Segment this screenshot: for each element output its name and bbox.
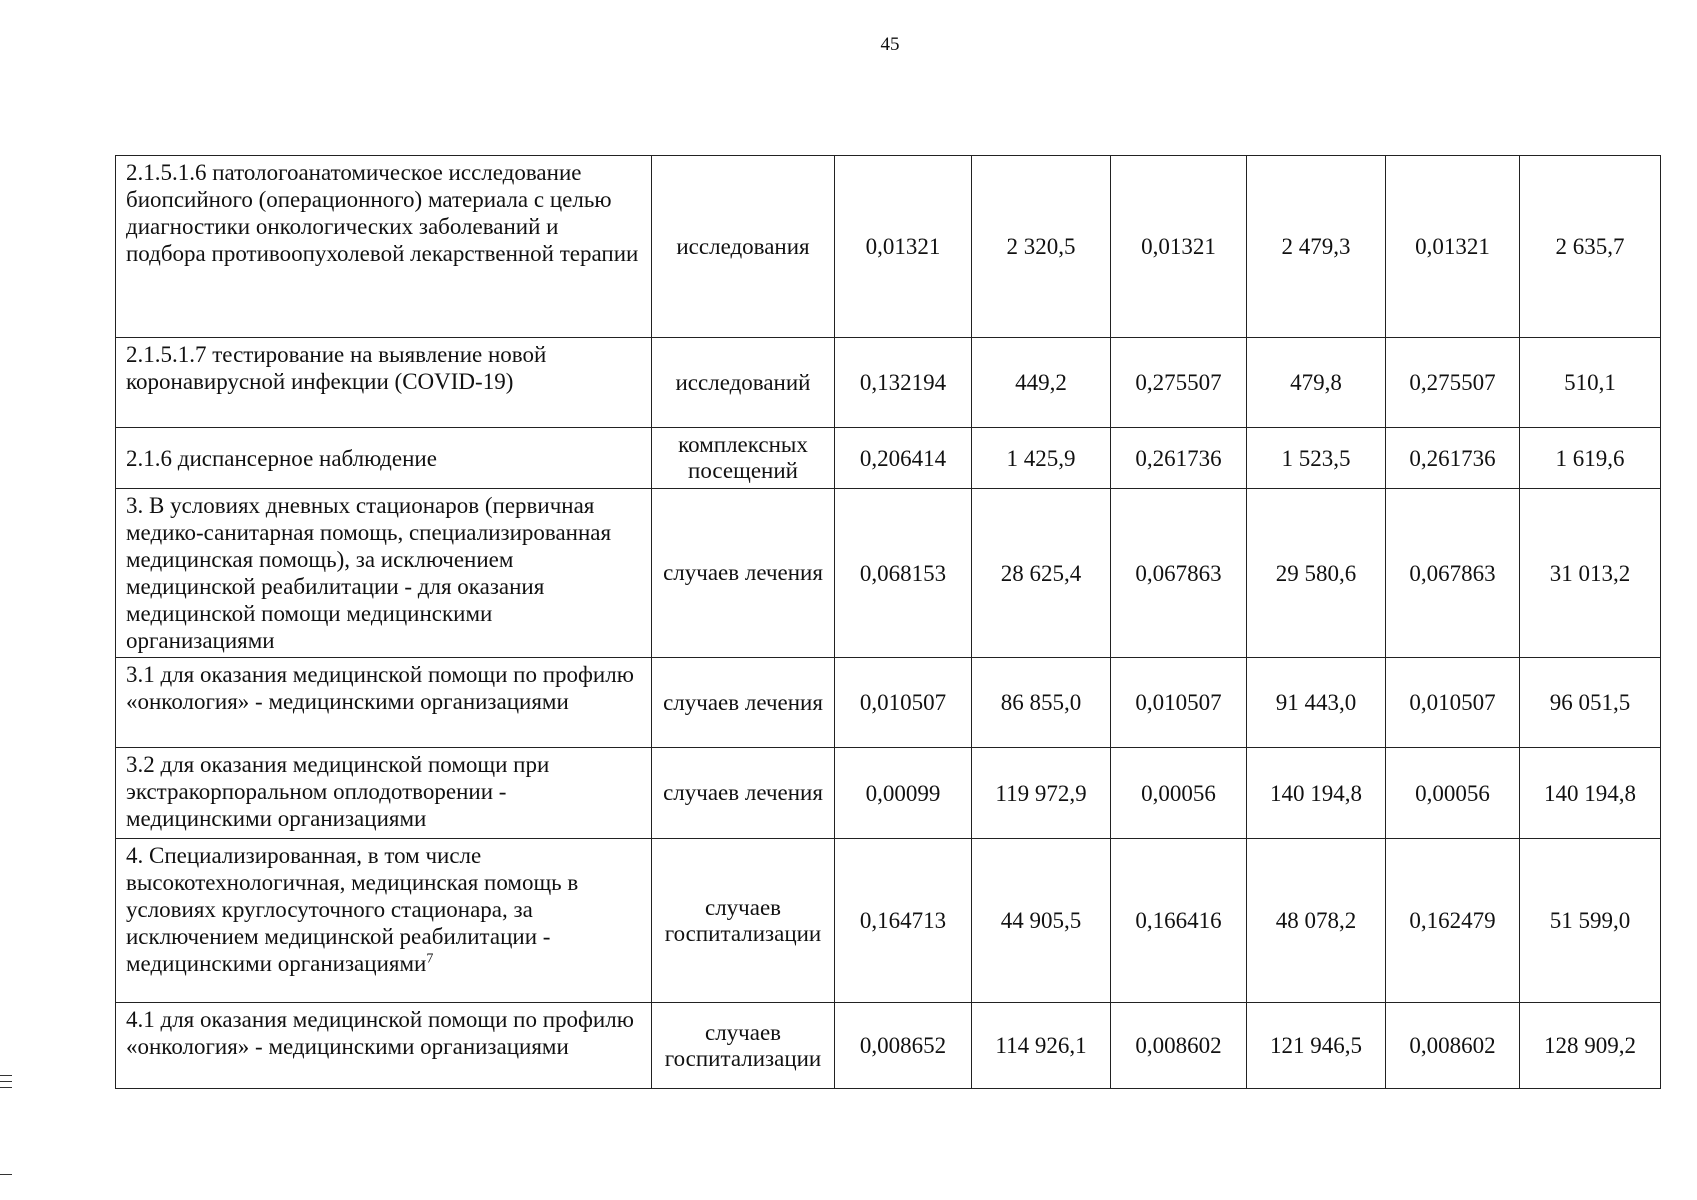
value-cell: 86 855,0 (972, 658, 1111, 748)
value-cell: 2 479,3 (1247, 156, 1386, 338)
value-cell: 0,206414 (835, 428, 972, 489)
value-cell: 91 443,0 (1247, 658, 1386, 748)
row-description-text: 4. Специализированная, в том числе высокотехнологичная, медицинская помощь в условиях круглосуточного стационара, за исключением медицинской реабилитации - медицинскими организациями (126, 843, 579, 976)
value-cell: 0,00056 (1386, 748, 1520, 839)
value-cell: 0,010507 (1386, 658, 1520, 748)
unit-cell: случаев лечения (652, 489, 835, 658)
value-cell: 0,261736 (1386, 428, 1520, 489)
value-cell: 510,1 (1520, 338, 1661, 428)
value-cell: 0,067863 (1386, 489, 1520, 658)
value-cell: 0,261736 (1111, 428, 1247, 489)
value-cell: 51 599,0 (1520, 839, 1661, 1003)
value-cell: 0,132194 (835, 338, 972, 428)
standards-table (115, 155, 1661, 1089)
value-cell: 48 078,2 (1247, 839, 1386, 1003)
value-cell: 2 320,5 (972, 156, 1111, 338)
value-cell: 2 635,7 (1520, 156, 1661, 338)
unit-cell: случаев госпитализации (652, 839, 835, 1003)
value-cell: 449,2 (972, 338, 1111, 428)
row-description: 3.2 для оказания медицинской помощи при экстракорпоральном оплодотворении - медицинскими организациями (116, 748, 652, 839)
value-cell: 0,164713 (835, 839, 972, 1003)
value-cell: 1 523,5 (1247, 428, 1386, 489)
unit-cell: комплексных посещений (652, 428, 835, 489)
row-description: 3. В условиях дневных стационаров (первичная медико-санитарная помощь, специализированная медицинская помощь), за исключением медицинской реабилитации - для оказания медицинской помощи медицинскими организациями (116, 489, 652, 658)
value-cell: 28 625,4 (972, 489, 1111, 658)
unit-cell: случаев лечения (652, 748, 835, 839)
unit-cell: случаев госпитализации (652, 1003, 835, 1089)
row-description: 2.1.5.1.6 патологоанатомическое исследование биопсийного (операционного) материала с целью диагностики онкологических заболеваний и подбора противоопухолевой лекарственной терапии (116, 156, 652, 338)
value-cell: 29 580,6 (1247, 489, 1386, 658)
unit-cell: исследований (652, 338, 835, 428)
value-cell: 31 013,2 (1520, 489, 1661, 658)
value-cell: 119 972,9 (972, 748, 1111, 839)
table-row (116, 839, 1661, 1003)
value-cell: 0,162479 (1386, 839, 1520, 1003)
value-cell: 44 905,5 (972, 839, 1111, 1003)
value-cell: 0,008602 (1111, 1003, 1247, 1089)
value-cell: 0,008602 (1386, 1003, 1520, 1089)
table-row (116, 338, 1661, 428)
margin-mark (0, 1174, 12, 1175)
row-description: 2.1.6 диспансерное наблюдение (116, 428, 652, 489)
row-description: 4.1 для оказания медицинской помощи по профилю «онкология» - медицинскими организациями (116, 1003, 652, 1089)
value-cell: 0,275507 (1386, 338, 1520, 428)
value-cell: 128 909,2 (1520, 1003, 1661, 1089)
footnote-marker: 7 (426, 951, 434, 967)
table-row (116, 156, 1661, 338)
margin-mark (0, 1081, 12, 1082)
table-row (116, 428, 1661, 489)
value-cell: 0,00056 (1111, 748, 1247, 839)
row-description: 2.1.5.1.7 тестирование на выявление новой коронавирусной инфекции (COVID-19) (116, 338, 652, 428)
value-cell: 0,166416 (1111, 839, 1247, 1003)
value-cell: 96 051,5 (1520, 658, 1661, 748)
value-cell: 0,01321 (1386, 156, 1520, 338)
table-row (116, 489, 1661, 658)
value-cell: 140 194,8 (1247, 748, 1386, 839)
unit-cell: исследования (652, 156, 835, 338)
value-cell: 0,275507 (1111, 338, 1247, 428)
value-cell: 0,00099 (835, 748, 972, 839)
value-cell: 1 619,6 (1520, 428, 1661, 489)
value-cell: 479,8 (1247, 338, 1386, 428)
margin-mark (0, 1087, 12, 1088)
value-cell: 121 946,5 (1247, 1003, 1386, 1089)
value-cell: 0,01321 (835, 156, 972, 338)
table-row (116, 1003, 1661, 1089)
row-description: 3.1 для оказания медицинской помощи по профилю «онкология» - медицинскими организациями (116, 658, 652, 748)
page-number: 45 (880, 34, 900, 55)
value-cell: 0,010507 (835, 658, 972, 748)
value-cell: 140 194,8 (1520, 748, 1661, 839)
value-cell: 0,010507 (1111, 658, 1247, 748)
value-cell: 0,067863 (1111, 489, 1247, 658)
unit-cell: случаев лечения (652, 658, 835, 748)
table-row (116, 748, 1661, 839)
margin-mark (0, 1075, 12, 1076)
table-row (116, 658, 1661, 748)
value-cell: 114 926,1 (972, 1003, 1111, 1089)
value-cell: 0,008652 (835, 1003, 972, 1089)
row-description (116, 839, 652, 1003)
value-cell: 0,068153 (835, 489, 972, 658)
value-cell: 1 425,9 (972, 428, 1111, 489)
value-cell: 0,01321 (1111, 156, 1247, 338)
